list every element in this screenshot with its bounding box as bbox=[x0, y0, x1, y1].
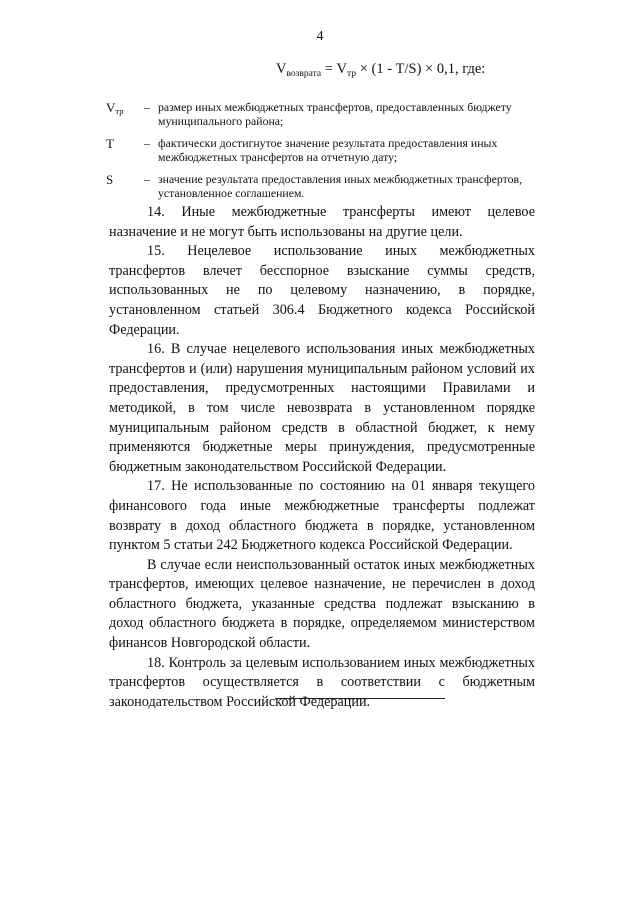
definition-text: размер иных межбюджетных трансфертов, предоставленных бюджету муниципального района; bbox=[158, 100, 512, 128]
definition-text: значение результата предоставления иных межбюджетных трансфертов, установленное соглашением. bbox=[158, 172, 523, 200]
formula-tail: × (1 - T/S) × 0,1, где: bbox=[356, 61, 486, 77]
definition-dash: – bbox=[144, 172, 150, 186]
formula-equals: = bbox=[321, 61, 337, 77]
paragraph-18: 18. Контроль за целевым использованием иных межбюджетных трансфертов осуществляется в соответствии с бюджетным законодательством Российской Федерации. bbox=[109, 654, 535, 710]
definition-symbol: S bbox=[106, 172, 114, 187]
definition-text: фактически достигнутое значение результата предоставления иных межбюджетных трансфертов на отчетную дату; bbox=[158, 136, 498, 164]
formula-v-return: V bbox=[276, 61, 287, 77]
closing-rule bbox=[275, 698, 445, 699]
definition-dash: – bbox=[144, 136, 150, 150]
formula-definitions bbox=[106, 101, 566, 209]
paragraph-15: 15. Нецелевое использование иных межбюджетных трансфертов влечет бесспорное взыскание суммы средств, использованных не по целевому назначению, в порядке, установленном статьей 306.4 Бюджетного кодекса Российской Федерации. bbox=[109, 243, 535, 338]
page-number: 4 bbox=[316, 29, 324, 44]
definition-item bbox=[106, 137, 566, 173]
paragraph-17: 17. Не использованные по состоянию на 01 января текущего финансового года иные межбюджетные трансферты подлежат возврату в доход областного бюджета в порядке, установленном пунктом 5 статьи 242 Бюджетного кодекса Российской Федерации. bbox=[109, 478, 535, 554]
document-body bbox=[109, 203, 535, 712]
definition-dash: – bbox=[144, 100, 150, 114]
definition-symbol: T bbox=[106, 136, 114, 151]
paragraph-14: 14. Иные межбюджетные трансферты имеют целевое назначение и не могут быть использованы на другие цели. bbox=[109, 204, 535, 240]
definition-symbol: $V_{тр}$ bbox=[106, 100, 124, 116]
formula-sub-tr: тр bbox=[347, 69, 357, 79]
definition-item bbox=[106, 101, 566, 137]
paragraph-16: 16. В случае нецелевого использования иных межбюджетных трансфертов и (или) нарушения муниципальным районом условий их предоставления, предусмотренных настоящими Правилами и методикой, в том числе невозврата в установленном порядке муниципальным районом средств в областной бюджет, к нему применяются бюджетные меры принуждения, предусмотренные бюджетным законодательством Российской Федерации. bbox=[109, 341, 535, 475]
paragraph-17-continued: В случае если неиспользованный остаток иных межбюджетных трансфертов, имеющих целевое назначение, не перечислен в доход областного бюджета, указанные средства подлежат взысканию в доход областного бюджета в порядке, определяемом министерством финансов Новгородской области. bbox=[109, 556, 535, 652]
formula-sub-return: возврата bbox=[286, 69, 322, 79]
formula-v-tr: V bbox=[336, 61, 348, 77]
return-formula bbox=[276, 61, 485, 79]
